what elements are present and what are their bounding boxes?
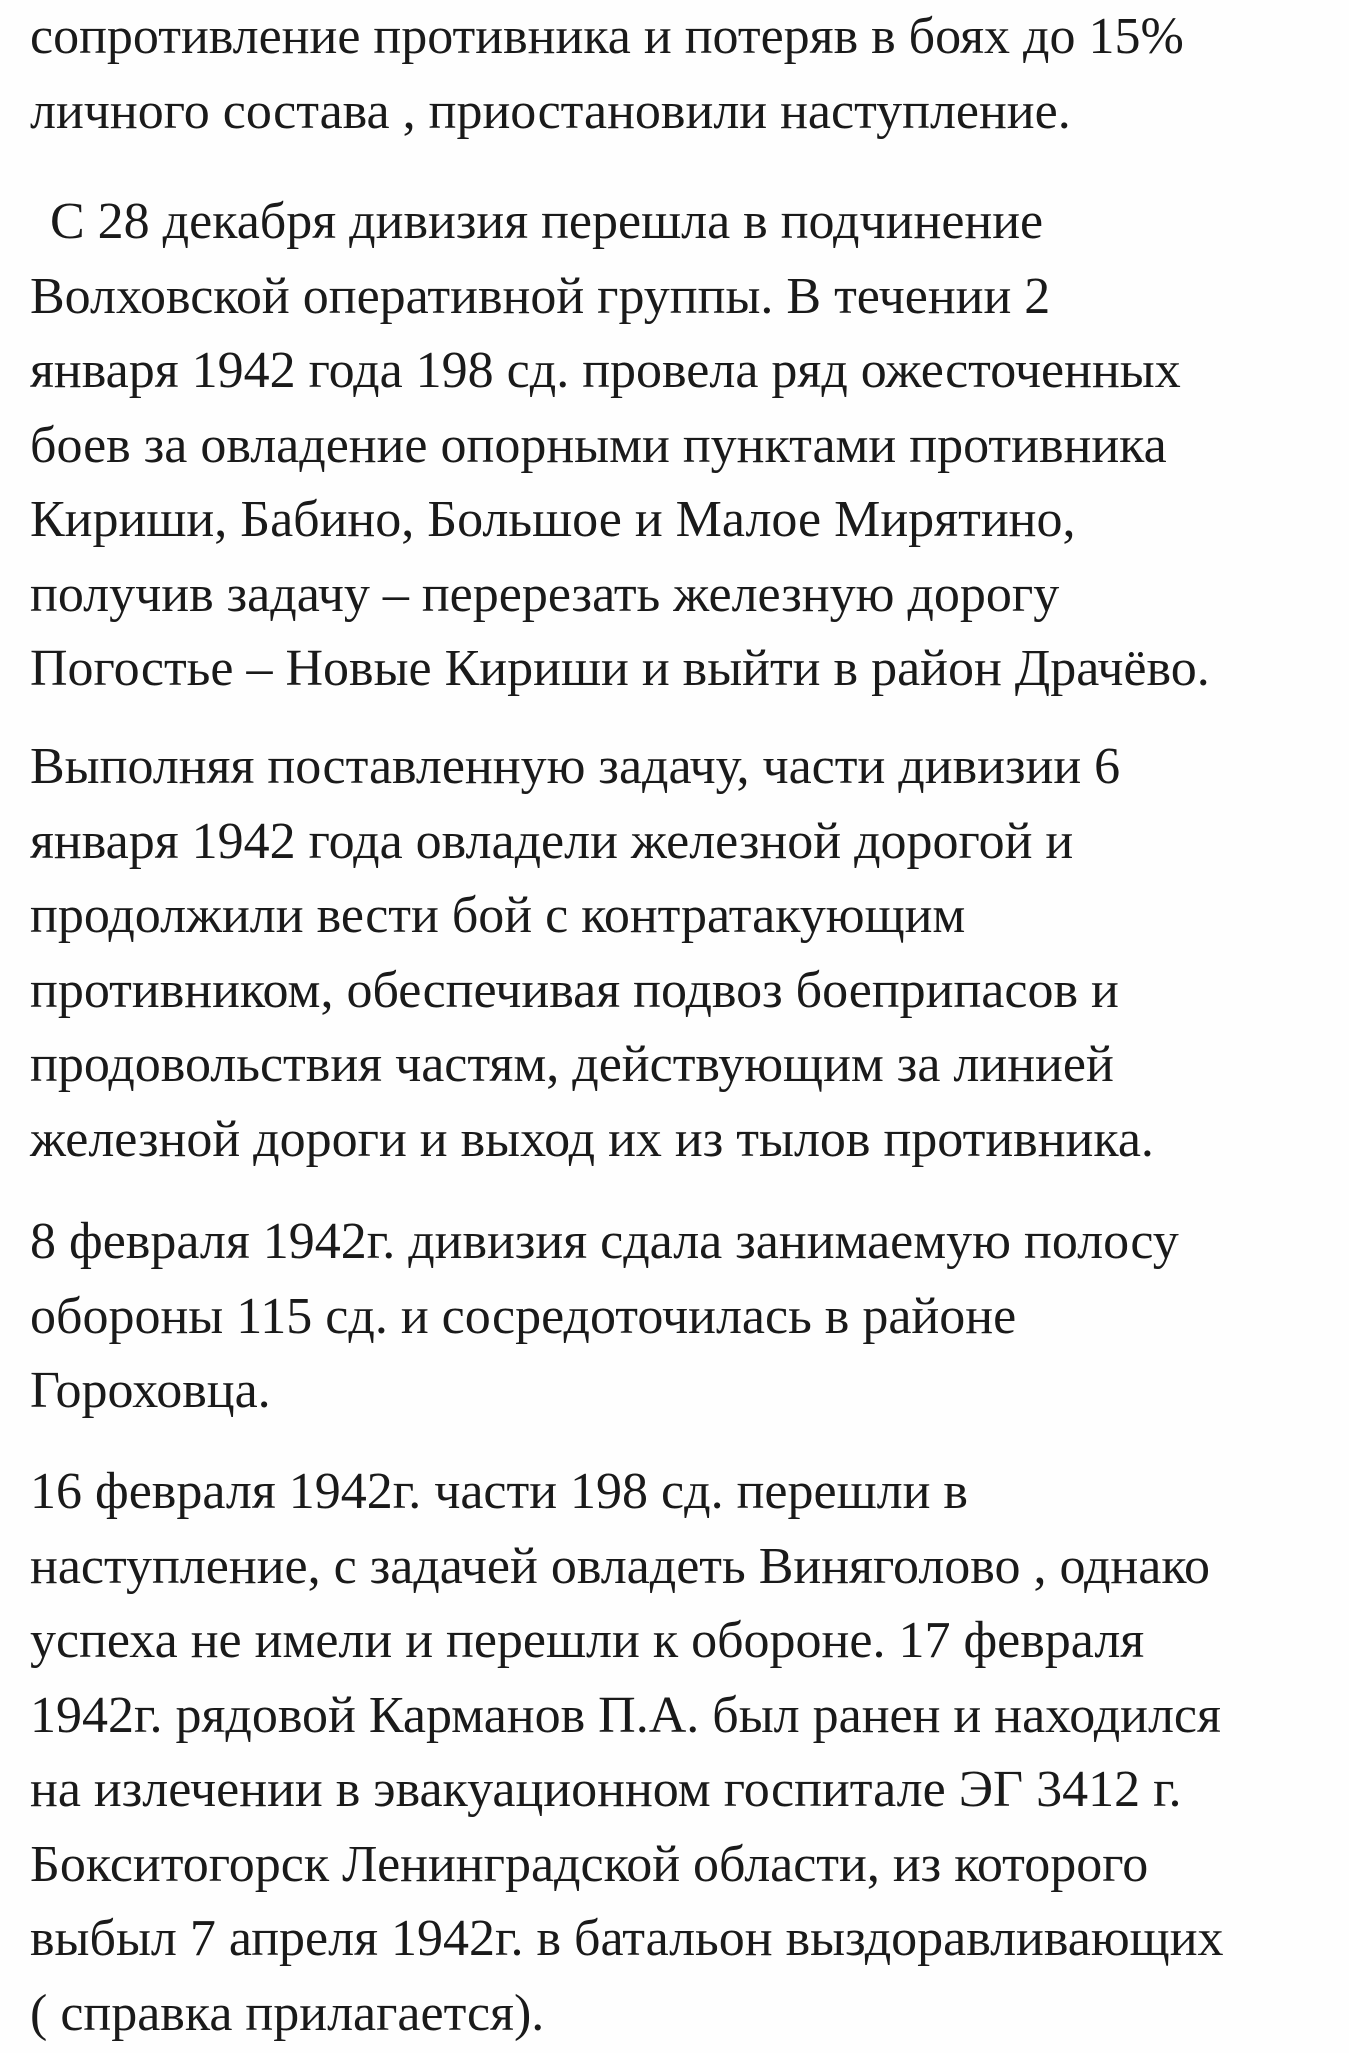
text-line: продолжили вести бой с контратакующим — [30, 887, 966, 944]
text-line: личного состава , приостановили наступление. — [30, 82, 1071, 140]
text-line: 16 февраля 1942г. части 198 сд. перешли в — [30, 1463, 968, 1520]
text-line: выбыл 7 апреля 1942г. в батальон выздоравливающих — [30, 1910, 1224, 1967]
text-line: ( справка прилагается). — [30, 1984, 545, 2042]
text-line: января 1942 года овладели железной дорогой и — [30, 812, 1074, 870]
text-line: Бокситогорск Ленинградской области, из которого — [30, 1835, 1149, 1893]
text-line: С 28 декабря дивизия перешла в подчинение — [50, 193, 1044, 250]
text-line: Выполняя поставленную задачу, части дивизии 6 — [30, 738, 1121, 795]
text-line: обороны 115 сд. и сосредоточилась в районе — [30, 1287, 1017, 1345]
text-line: противником, обеспечивая подвоз боеприпасов и — [30, 961, 1119, 1019]
paragraph-5 — [30, 1455, 1340, 2051]
paragraph-1 — [30, 0, 1340, 149]
text-line: на излечении в эвакуационном госпитале ЭГ 3412 г. — [30, 1761, 1182, 1818]
text-line: боев за овладение опорными пунктами противника — [30, 416, 1167, 474]
text-line: Волховской оперативной группы. В течении 2 — [30, 267, 1051, 325]
text-line: Кириши, Бабино, Большое и Малое Мирятино, — [30, 491, 1076, 548]
text-line: 8 февраля 1942г. дивизия сдала занимаемую полосу — [30, 1213, 1179, 1270]
text-line: железной дороги и выход их из тылов противника. — [30, 1110, 1154, 1168]
paragraph-2 — [30, 185, 1340, 707]
text-line: успеха не имели и перешли к обороне. 17 февраля — [30, 1612, 1145, 1669]
text-line: Гороховца. — [30, 1362, 271, 1419]
text-line: 1942г. рядовой Карманов П.А. был ранен и находился — [30, 1686, 1221, 1744]
text-line: продовольствия частям, действующим за линией — [30, 1036, 1114, 1093]
text-line: получив задачу – перерезать железную дорогу — [30, 565, 1060, 623]
paragraph-3 — [30, 730, 1340, 1177]
text-line: Погостье – Новые Кириши и выйти в район Драчёво. — [30, 640, 1210, 697]
text-line: наступление, с задачей овладеть Виняголово , однако — [30, 1537, 1210, 1595]
paragraph-4 — [30, 1205, 1340, 1429]
text-line: сопротивление противника и потеряв в боях до 15% — [30, 8, 1184, 65]
text-line: января 1942 года 198 сд. провела ряд ожесточенных — [30, 342, 1181, 399]
